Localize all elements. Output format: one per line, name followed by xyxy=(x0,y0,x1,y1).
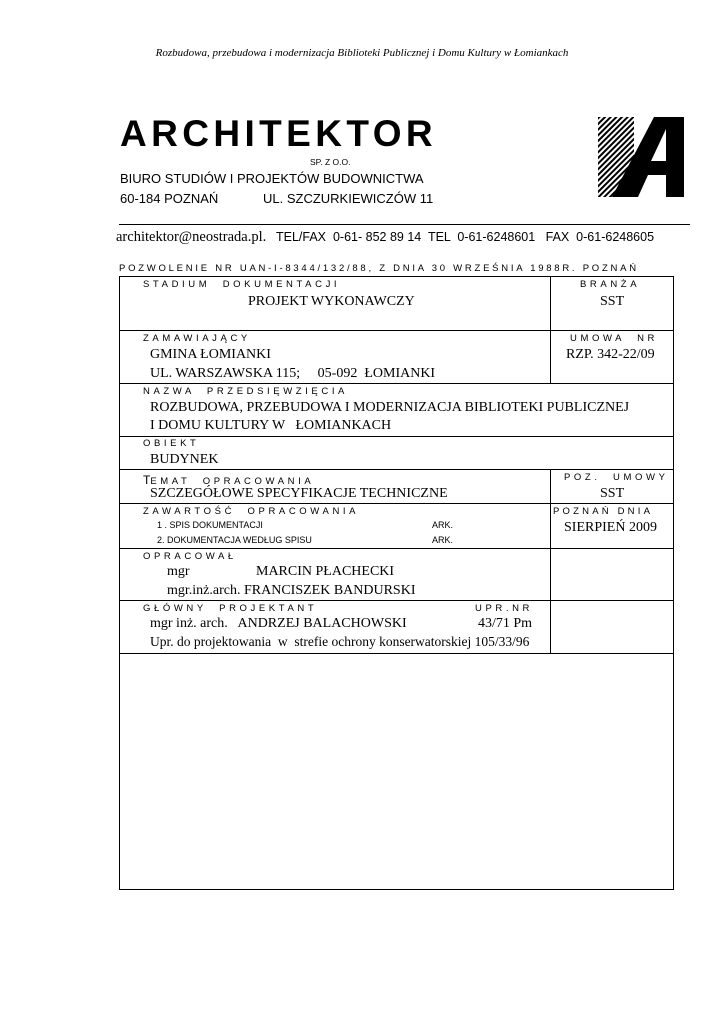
zawartosc-item-2: 2. DOKUMENTACJA WEDŁUG SPISU xyxy=(157,535,312,545)
architektor-logo xyxy=(598,117,686,199)
company-email: architektor@neostrada.pl. xyxy=(116,229,267,245)
company-name: ARCHITEKTOR xyxy=(120,113,437,154)
glowny-upr-value: 43/71 Pm xyxy=(478,616,533,631)
company-postal: 60-184 POZNAŃ xyxy=(120,191,219,206)
zamawiajacy-label: ZAMAWIAJĄCY xyxy=(143,333,251,344)
upr-label: UPR.NR xyxy=(475,603,534,614)
poz-umowy-value: SST xyxy=(600,486,625,501)
stadium-value: PROJEKT WYKONAWCZY xyxy=(248,294,415,309)
opracowal-title: mgr xyxy=(167,564,190,579)
opracowal-line2: mgr.inż.arch. FRANCISZEK BANDURSKI xyxy=(167,583,416,598)
nazwa-line1: ROZBUDOWA, PRZEBUDOWA I MODERNIZACJA BIBLIOTEKI PUBLICZNEJ xyxy=(150,400,630,415)
opracowal-name: MARCIN PŁACHECKI xyxy=(256,564,395,579)
company-subtitle: BIURO STUDIÓW I PROJEKTÓW BUDOWNICTWA xyxy=(120,171,424,186)
zawartosc-item-2-ark: ARK. xyxy=(432,535,454,545)
rule xyxy=(119,383,674,384)
umowa-value: RZP. 342-22/09 xyxy=(566,347,655,362)
poznan-dnia-value: SIERPIEŃ 2009 xyxy=(564,520,657,535)
stadium-label: STADIUM DOKUMENTACJI xyxy=(143,279,341,290)
zawartosc-item-1-ark: ARK. xyxy=(432,520,454,530)
poznan-dnia-label: POZNAŃ DNIA xyxy=(553,506,654,517)
branza-value: SST xyxy=(600,294,625,309)
rule xyxy=(119,330,674,331)
company-phones: TEL/FAX 0-61- 852 89 14 TEL 0-61-6248601 FAX 0-61-6248605 xyxy=(276,230,655,244)
zawartosc-label: ZAWARTOŚĆ OPRACOWANIA xyxy=(143,506,360,517)
umowa-label: UMOWA NR xyxy=(570,333,658,344)
column-divider xyxy=(550,276,551,383)
glowny-projektant-label: GŁÓWNY PROJEKTANT xyxy=(143,603,318,614)
permit-line: POZWOLENIE NR UAN-I-8344/132/88, Z DNIA 30 WRZEŚNIA 1988R. POZNAŃ xyxy=(119,263,639,274)
rule xyxy=(119,469,674,470)
rule xyxy=(119,436,674,437)
column-divider xyxy=(550,469,551,653)
opracowal-label: OPRACOWAŁ xyxy=(143,551,237,562)
temat-label-rest: EMAT OPRACOWANIA xyxy=(150,476,315,487)
zawartosc-item-1: 1 . SPIS DOKUMENTACJI xyxy=(157,520,263,530)
header-divider xyxy=(119,224,690,225)
nazwa-label: NAZWA PRZEDSIĘWZIĘCIA xyxy=(143,386,348,397)
obiekt-label: OBIEKT xyxy=(143,438,200,449)
running-title: Rozbudowa, przebudowa i modernizacja Biblioteki Publicznej i Domu Kultury w Łomiankach xyxy=(155,47,569,59)
branza-label: BRANŻA xyxy=(580,279,641,290)
rule xyxy=(119,653,674,654)
obiekt-value: BUDYNEK xyxy=(150,452,219,467)
zamawiajacy-line1: GMINA ŁOMIANKI xyxy=(150,347,271,362)
rule xyxy=(119,548,674,549)
nazwa-line2: I DOMU KULTURY W ŁOMIANKACH xyxy=(150,418,392,433)
glowny-projektant-line2: Upr. do projektowania w strefie ochrony konserwatorskiej 105/33/96 xyxy=(150,634,530,649)
company-street: UL. SZCZURKIEWICZÓW 11 xyxy=(263,191,434,206)
rule xyxy=(119,503,674,504)
glowny-projektant-line1: mgr inż. arch. ANDRZEJ BALACHOWSKI xyxy=(150,616,407,631)
temat-label-initial: T xyxy=(143,473,151,487)
rule xyxy=(119,600,674,601)
temat-value: SZCZEGÓŁOWE SPECYFIKACJE TECHNICZNE xyxy=(150,486,448,501)
poz-umowy-label: POZ. UMOWY xyxy=(564,472,669,483)
zamawiajacy-line2: UL. WARSZAWSKA 115; 05-092 ŁOMIANKI xyxy=(150,366,436,381)
company-legal-form: SP. Z O.O. xyxy=(310,157,351,167)
